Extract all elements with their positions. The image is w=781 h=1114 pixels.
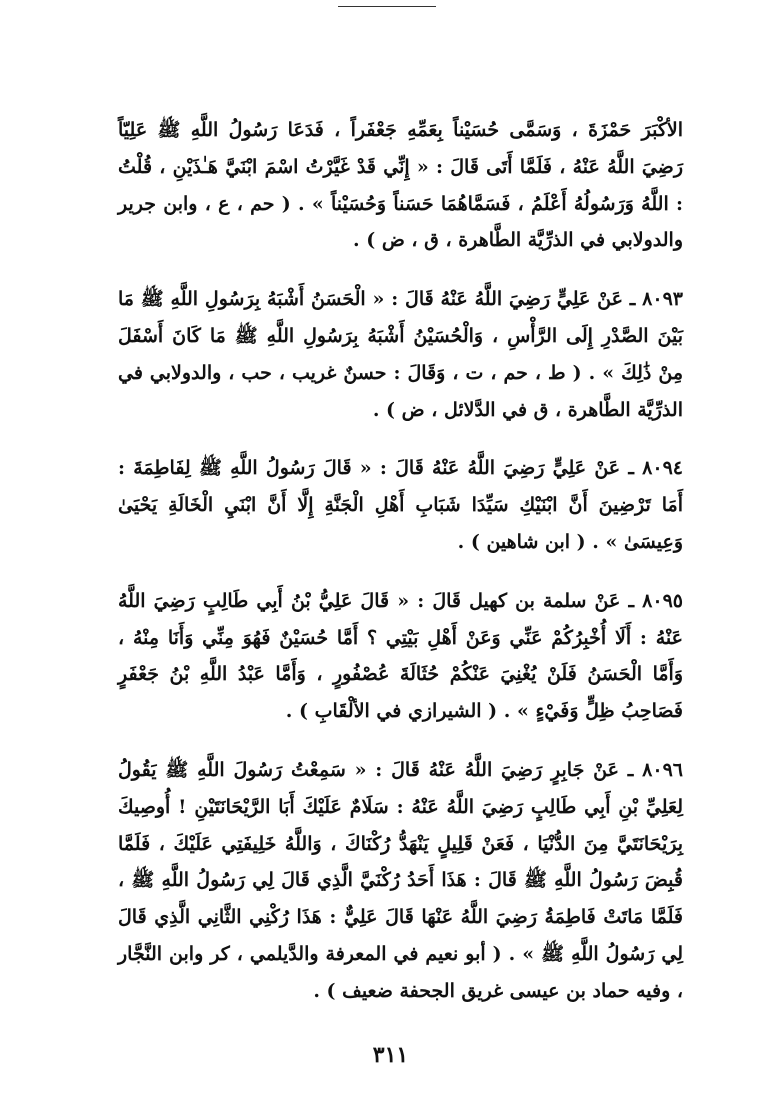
- hadith-8093: ٨٠٩٣ ـ عَنْ عَلِيٍّ رَضِيَ اللَّهُ عَنْهُ قَالَ : « الْحَسَنُ أَشْبَهُ بِرَسُولِ اللَّهِ ﷺ مَا بَيْنَ الصَّدْرِ إِلَى الرَّأْسِ ، وَالْحُسَيْنُ أَشْبَهُ بِرَسُولِ اللَّهِ ﷺ مَا كَانَ أَسْفَلَ مِنْ ذَٰلِكَ » . ( ط ، حم ، ت ، وَقَالَ : حسنٌ غريب ، حب ، والدولابي في الذرِّيَّة الطَّاهرة ، ق في الدَّلائل ، ض ) .: [118, 288, 683, 421]
- paragraph-continuation: الأكْبَرَ حَمْزَةَ ، وَسَمَّى حُسَيْناً بِعَمِّهِ جَعْفَراً ، فَدَعَا رَسُولُ اللَّهِ ﷺ عَلِيّاً رَضِيَ اللَّهُ عَنْهُ ، فَلَمَّا أَتَى قَالَ : « إِنِّي قَدْ غَيَّرْتُ اسْمَ ابْنَيَّ هَـٰذَيْنِ ، قُلْتُ : اللَّهُ وَرَسُولُهُ أَعْلَمُ ، فَسَمَّاهُمَا حَسَناً وَحُسَيْناً » . ( حم ، ع ، وابن جرير والدولابي في الذرِّيَّة الطَّاهرة ، ق ، ض ) .: [118, 119, 683, 252]
- hadith-8095: ٨٠٩٥ ـ عَنْ سلمة بن كهيل قَالَ : « قَالَ عَلِيُّ بْنُ أَبِي طَالِبٍ رَضِيَ اللَّهُ عَنْهُ : أَلَا أُخْبِرُكُمْ عَنِّي وَعَنْ أَهْلِ بَيْتِي ؟ أَمَّا حُسَيْنٌ فَهُوَ مِنِّي وَأَنَا مِنْهُ ، وَأَمَّا الْحَسَنُ فَلَنْ يُغْنِيَ عَنْكُمْ حُثَالَةَ عُصْفُورٍ ، وَأَمَّا عَبْدُ اللَّهِ بْنُ جَعْفَرٍ فَصَاحِبُ ظِلٍّ وَفَيْءٍ » . ( الشيرازي في الألْقَابِ ) .: [118, 589, 683, 723]
- hadith-8096: ٨٠٩٦ ـ عَنْ جَابِرٍ رَضِيَ اللَّهُ عَنْهُ قَالَ : « سَمِعْتُ رَسُولَ اللَّهِ ﷺ يَقُولُ لِعَلِيِّ بْنِ أَبِي طَالِبٍ رَضِيَ اللَّهُ عَنْهُ : سَلَامٌ عَلَيْكَ أَبَا الرَّيْحَانَتَيْنِ ! أُوصِيكَ بِرَيْحَانَتَيَّ مِنَ الدُّنْيَا ، فَعَنْ قَلِيلٍ يَنْهَدُّ رُكْنَاكَ ، وَاللَّهُ خَلِيفَتِي عَلَيْكَ ، فَلَمَّا قُبِضَ رَسُولُ اللَّهِ ﷺ قَالَ : هَذَا أَحَدُ رُكْنَيَّ الَّذِي قَالَ لِي رَسُولُ اللَّهِ ﷺ ، فَلَمَّا مَاتَتْ فَاطِمَةُ رَضِيَ اللَّهُ عَنْهَا قَالَ عَلِيٌّ : هَذَا رُكْنِي الثَّانِي الَّذِي قَالَ لِي رَسُولُ اللَّهِ ﷺ » . ( أبو نعيم في المعرفة والدَّيلمي ، كر وابن النَّجَّار ، وفيه حماد بن عيسى غريق الجحفة ضعيف ) .: [118, 758, 683, 1002]
- page-number: ٣١١: [372, 1042, 409, 1068]
- hadith-8094: ٨٠٩٤ ـ عَنْ عَلِيٍّ رَضِيَ اللَّهُ عَنْهُ قَالَ : « قَالَ رَسُولُ اللَّهِ ﷺ لِفَاطِمَةَ : أَمَا تَرْضِينَ أَنَّ ابْنَيْكِ سَيِّدَا شَبَابِ أَهْلِ الْجَنَّةِ إِلَّا أَنَّ ابْنَيِ الْخَالَةِ يَحْيَىٰ وَعِيسَىٰ » . ( ابن شاهين ) .: [118, 457, 683, 553]
- main-text-block: [118, 112, 683, 1010]
- top-divider-line: [338, 6, 436, 7]
